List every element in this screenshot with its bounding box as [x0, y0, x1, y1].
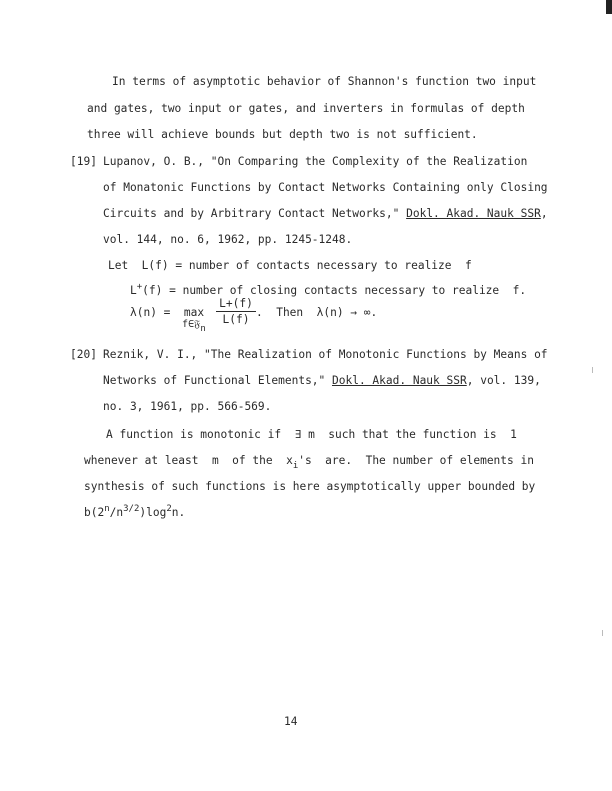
def-fraction-denominator: L(f)	[222, 313, 250, 326]
scan-margin-tick	[592, 367, 593, 373]
scan-margin-tick	[602, 630, 603, 636]
formula-sup: n	[104, 504, 110, 514]
formula-part: /n	[109, 506, 124, 519]
ref19-line: of Monatonic Functions by Contact Networks Containing only Closing	[103, 181, 548, 194]
ref20-number: [20]	[70, 348, 97, 361]
ref19-text: ,	[540, 207, 548, 220]
ref19-line: vol. 144, no. 6, 1962, pp. 1245-1248.	[103, 233, 353, 246]
def-let-line: Let L(f) = number of contacts necessary to realize f	[108, 259, 472, 272]
page-number: 14	[284, 715, 298, 728]
def-sup: +	[136, 282, 143, 292]
formula-part: )log	[139, 506, 167, 519]
para1-line: In terms of asymptotic behavior of Shannon's function two input	[112, 75, 537, 88]
para2-line: A function is monotonic if ∃ m such that the function is 1	[106, 428, 517, 441]
para2-text: whenever at least m of the x	[84, 454, 293, 467]
ref20-text: Networks of Functional Elements,"	[103, 374, 333, 387]
def-fraction	[216, 297, 256, 326]
scan-corner-mark	[606, 0, 612, 14]
ref20-line: no. 3, 1961, pp. 566-569.	[103, 400, 272, 413]
ref19-journal: Dokl. Akad. Nauk SSR	[406, 207, 541, 220]
def-then-text: . Then λ(n) → ∞.	[256, 306, 378, 319]
ref20-journal: Dokl. Akad. Nauk SSR	[332, 374, 467, 387]
para2-text: 's are. The number of elements in	[298, 454, 534, 467]
ref20-line	[103, 375, 541, 386]
para2-formula	[84, 504, 186, 519]
ref19-text: Circuits and by Arbitrary Contact Networks,"	[103, 207, 407, 220]
para1-line: and gates, two input or gates, and inverters in formulas of depth	[87, 102, 525, 115]
ref19-number: [19]	[70, 155, 97, 168]
def-fraction-numerator: L+(f)	[216, 297, 256, 312]
para2-line: synthesis of such functions is here asymptotically upper bounded by	[84, 480, 536, 493]
def-max-subscript	[182, 319, 206, 334]
para2-sub: i	[292, 461, 299, 471]
para2-line	[84, 454, 534, 471]
formula-sup: 3/2	[123, 504, 140, 514]
def-lplus-line	[130, 282, 527, 297]
ref20-line: Reznik, V. I., "The Realization of Monotonic Functions by Means of	[103, 348, 548, 361]
def-lambda-line: λ(n) = max	[130, 306, 205, 319]
formula-part: n.	[171, 506, 186, 519]
formula-part: b(2	[84, 506, 105, 519]
ref20-text: , vol. 139,	[466, 374, 541, 387]
def-text: L	[130, 284, 137, 297]
def-max-set-n: n	[200, 324, 206, 334]
def-max-set: f∈𝔉	[182, 319, 201, 330]
ref19-line	[103, 208, 548, 219]
def-text: (f) = number of closing contacts necessary to realize f.	[142, 284, 527, 297]
formula-sup: 2	[166, 504, 172, 514]
para1-line: three will achieve bounds but depth two is not sufficient.	[87, 128, 478, 141]
ref19-line: Lupanov, O. B., "On Comparing the Complexity of the Realization	[103, 155, 528, 168]
